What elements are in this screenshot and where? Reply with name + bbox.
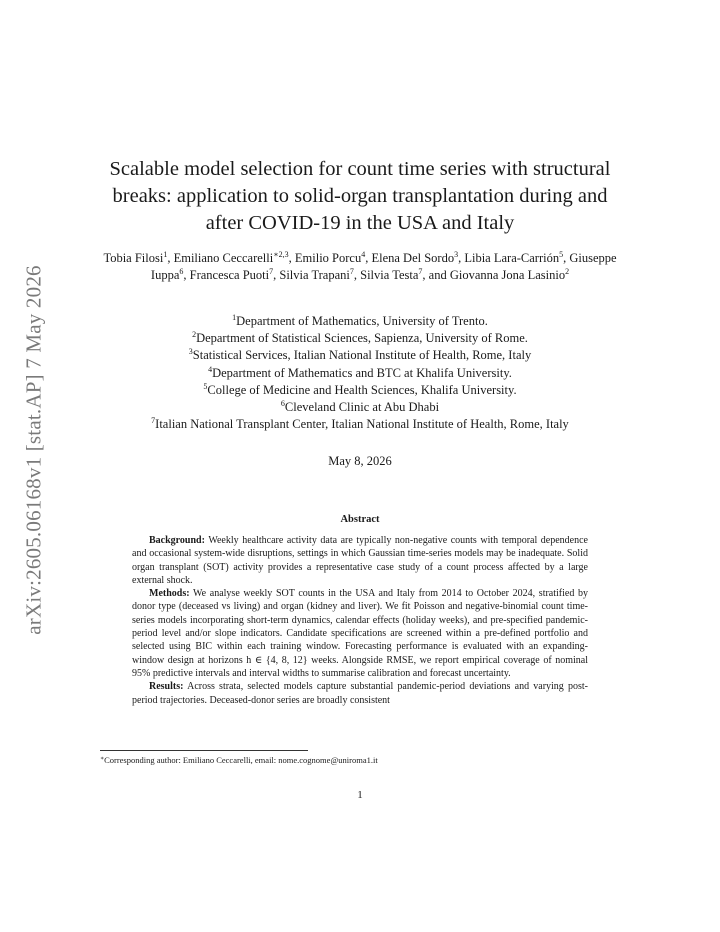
author: Elena Del Sordo$^3$, — [371, 250, 465, 265]
arxiv-identifier — [6, 255, 62, 645]
author: Emilio Porcu$^4$, — [294, 250, 372, 265]
affiliation-list — [60, 313, 660, 433]
affiliation: $^6$Cleveland Clinic at Abu Dhabi — [280, 399, 440, 415]
paper-title — [60, 156, 660, 237]
abstract-background: Background: Weekly healthcare activity data are typically non-negative counts with temporal dependence and occasional system-wide disruptions, settings in which Gaussian time-series models may be inadequate. Solid organ transplant (SOT) activity provides a representative case study of a count process affected by a large external shock. — [132, 535, 588, 586]
abstract-body — [132, 534, 588, 707]
author: Silvia Testa$^7$, and — [360, 267, 450, 282]
abstract-results: Results: Across strata, selected models capture substantial pandemic-period deviations and varying post-period trajectories. Deceased-donor series are broadly consistent — [132, 681, 588, 706]
affiliation: $^7$Italian National Transplant Center, Italian National Institute of Health, Rome, Italy — [151, 416, 569, 432]
affiliation: $^2$Department of Statistical Sciences, Sapienza, University of Rome. — [192, 330, 528, 346]
footnote-rule — [100, 750, 308, 751]
author: Emiliano Ceccarelli$^{∗2,3}$, — [173, 250, 295, 265]
corresponding-author-footnote: ∗Corresponding author: Emiliano Ceccarelli, email: nome.cognome@uniroma1.it — [100, 755, 378, 765]
title-line: Scalable model selection for count time series with structural — [109, 158, 611, 180]
author: Libia Lara-Carrión$^5$, — [464, 250, 570, 265]
title-line: after COVID-19 in the USA and Italy — [205, 212, 515, 234]
affiliation: $^5$College of Medicine and Health Sciences, Khalifa University. — [203, 381, 517, 397]
author: Silvia Trapani$^7$, — [279, 267, 361, 282]
author: Giuseppe Iuppa$^6$, — [150, 251, 617, 282]
affiliation: $^3$Statistical Services, Italian National Institute of Health, Rome, Italy — [188, 347, 532, 363]
author: Tobia Filosi$^1$, — [103, 250, 174, 265]
publication-date: May 8, 2026 — [328, 454, 392, 468]
abstract-heading: Abstract — [340, 514, 380, 525]
affiliation: $^4$Department of Mathematics and BTC at Khalifa University. — [208, 364, 512, 380]
author-list — [90, 250, 630, 284]
affiliation: $^1$Department of Mathematics, University of Trento. — [232, 313, 488, 328]
author: Giovanna Jona Lasinio$^2$ — [449, 267, 570, 282]
page-number: 1 — [357, 789, 363, 801]
author: Francesca Puoti$^7$, — [189, 267, 280, 282]
arxiv-identifier-text: arXiv:2605.06168v1 [stat.AP] 7 May 2026 — [21, 265, 46, 635]
title-line: breaks: application to solid-organ transplantation during and — [112, 185, 608, 207]
abstract-methods: Methods: We analyse weekly SOT counts in the USA and Italy from 2014 to October 2024, stratified by donor type (deceased vs living) and organ (kidney and liver). We fit Poisson and negative-binomial count time-series models incorporating short-term dynamics, calendar effects (holiday weeks), and pre-specified pandemic-period level and/or slope indicators. Candidate specifications are screened within a pre-defined portfolio and selected using BIC within each training window. Forecasting performance is evaluated with an expanding-window design at horizons h ∈ {4, 8, 12} weeks. Alongside RMSE, we report empirical coverage of nominal 95% predictive intervals and interval widths to summarise calibration and forecast uncertainty. — [132, 588, 588, 679]
